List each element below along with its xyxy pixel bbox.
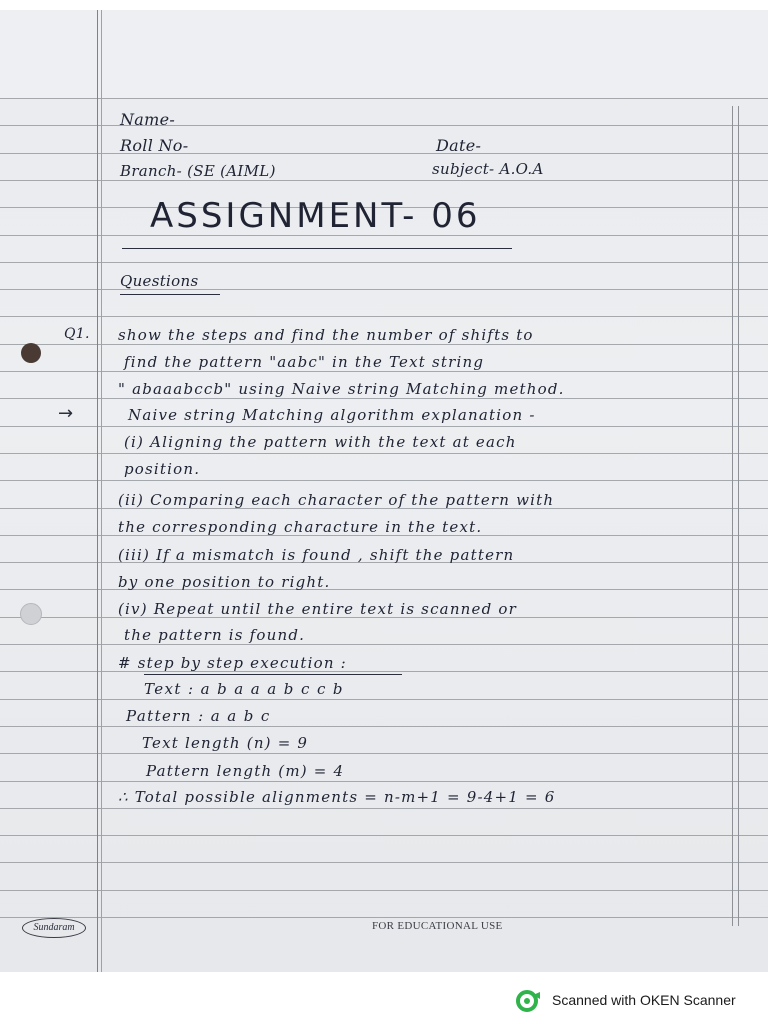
educational-use-notice: FOR EDUCATIONAL USE [372,920,503,932]
ruled-line [0,917,768,918]
question-line: find the pattern "aabc" in the Text string [124,353,485,371]
explanation-line: (i) Aligning the pattern with the text at each [124,433,517,451]
ruled-line [0,289,768,290]
margin-line-right-outer [738,106,739,926]
ruled-line [0,426,768,427]
question-line: " abaaabccb" using Naive string Matching method. [118,380,565,398]
explanation-line: position. [124,460,201,478]
arrow-icon: → [58,403,74,424]
page-top-margin [0,10,768,98]
scanner-watermark-text: Scanned with OKEN Scanner [552,992,736,1008]
ruled-line [0,453,768,454]
date-label: Date- [436,136,482,155]
ruled-line [0,153,768,154]
questions-heading: Questions [120,272,199,290]
ruled-line [0,890,768,891]
ruled-line [0,398,768,399]
ruled-line [0,589,768,590]
ruled-line [0,98,768,99]
ruled-line [0,371,768,372]
explanation-line: the corresponding characture in the text. [118,518,483,536]
notebook-page [0,10,768,972]
scanner-logo-icon [516,990,542,1012]
ruled-line [0,262,768,263]
execution-line: ∴ Total possible alignments = n-m+1 = 9-4+1 = 6 [118,788,556,806]
execution-line: Text length (n) = 9 [142,734,309,752]
margin-line-left-inner [101,10,102,972]
ruled-line [0,316,768,317]
ruled-line [0,835,768,836]
execution-heading: # step by step execution : [118,654,347,672]
execution-line: Pattern length (m) = 4 [146,762,345,780]
question-line: show the steps and find the number of shifts to [118,326,534,344]
explanation-line: (iv) Repeat until the entire text is scanned or [118,600,517,618]
subject-label: subject- A.O.A [432,160,544,178]
ruled-line [0,644,768,645]
roll-number-label: Roll No- [120,136,189,155]
ruled-line [0,862,768,863]
name-label: Name- [120,110,176,129]
ruled-line [0,344,768,345]
ruled-line [0,125,768,126]
punch-hole [21,343,41,363]
punch-hole [20,603,42,625]
title-underline [122,248,512,249]
ruled-line [0,808,768,809]
question-number: Q1. [64,326,90,342]
branch-label: Branch- (SE (AIML) [120,162,276,180]
ruled-line [0,480,768,481]
execution-underline [144,674,402,675]
margin-line-left [97,10,98,972]
ruled-line [0,671,768,672]
execution-line: Pattern : a a b c [126,707,271,725]
explanation-heading: Naive string Matching algorithm explanation - [128,406,536,424]
ruled-line [0,726,768,727]
explanation-line: (ii) Comparing each character of the pattern with [118,491,555,509]
ruled-line [0,753,768,754]
assignment-title: ASSIGNMENT- 06 [150,196,481,236]
ruled-line [0,699,768,700]
explanation-line: (iii) If a mismatch is found , shift the pattern [118,546,515,564]
explanation-line: by one position to right. [118,573,331,591]
ruled-line [0,180,768,181]
questions-underline [120,294,220,295]
ruled-line [0,781,768,782]
brand-logo: Sundaram [22,918,86,938]
explanation-line: the pattern is found. [124,626,306,644]
margin-line-right [732,106,733,926]
execution-line: Text : a b a a a b c c b [144,680,344,698]
